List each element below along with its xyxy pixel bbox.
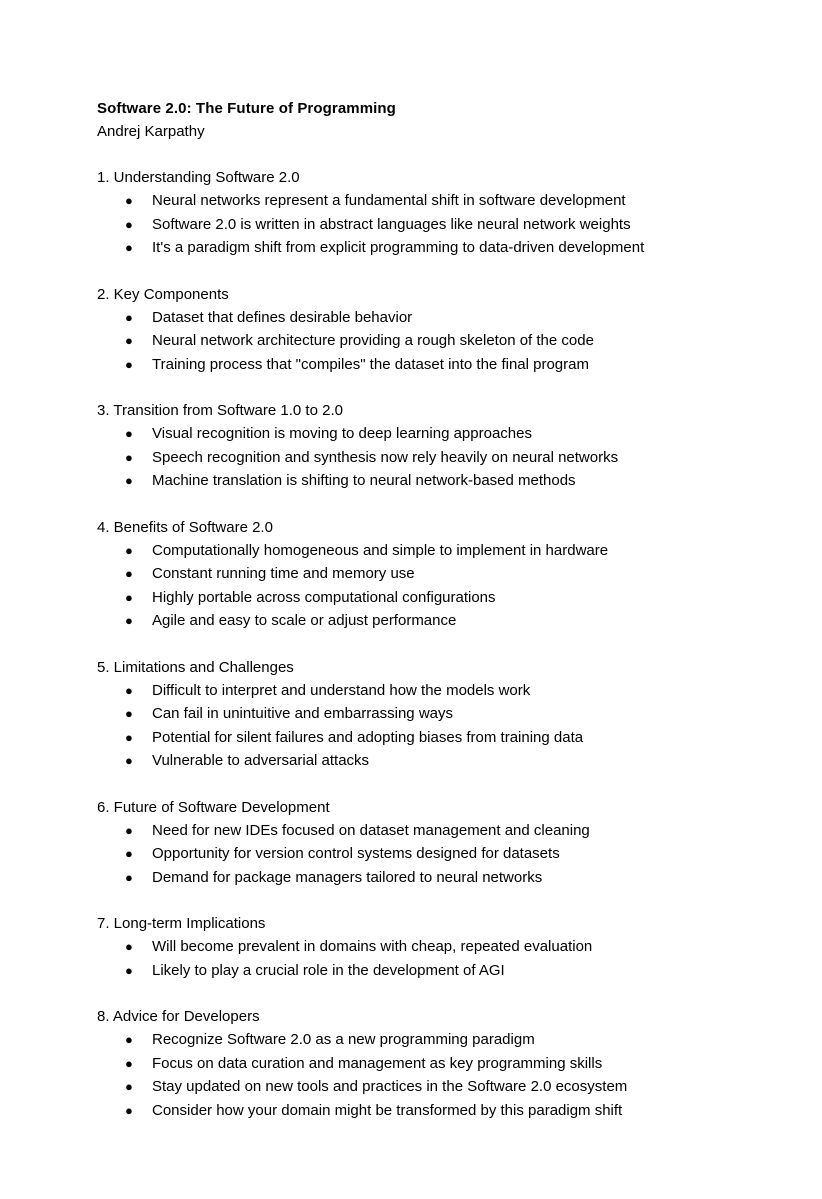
- bullet-point-icon: ●: [125, 729, 133, 745]
- bullet-point-icon: ●: [125, 613, 133, 628]
- list-item: [97, 586, 762, 610]
- list-item-label: Training process that "compiles" the dataset into the final program: [152, 355, 589, 373]
- page-title: Software 2.0: The Future of Programming: [97, 100, 396, 117]
- bullet-point-icon: ●: [125, 1055, 133, 1071]
- list-item: [97, 959, 762, 983]
- bullet-point-icon: ●: [125, 822, 133, 838]
- bullet-point-icon: ●: [125, 426, 133, 441]
- list-item: [97, 679, 762, 703]
- list-item-label: Dataset that defines desirable behavior: [152, 308, 413, 326]
- section-heading: 4. Benefits of Software 2.0: [97, 518, 273, 536]
- list-item-label: Difficult to interpret and understand how the models work: [152, 681, 531, 699]
- bullet-point-icon: ●: [125, 333, 133, 348]
- bullet-list: [97, 679, 762, 773]
- document-section: [97, 283, 762, 377]
- bullet-point-icon: ●: [125, 1079, 133, 1094]
- list-item-label: Agile and easy to scale or adjust performance: [152, 612, 457, 629]
- bullet-point-icon: ●: [125, 309, 133, 325]
- section-heading: 7. Long-term Implications: [97, 915, 266, 932]
- list-item-label: Will become prevalent in domains with cheap, repeated evaluation: [152, 938, 593, 955]
- bullet-point-icon: ●: [125, 1102, 133, 1118]
- list-item: [97, 306, 762, 330]
- list-item-label: Potential for silent failures and adopting biases from training data: [152, 728, 584, 746]
- list-item: [97, 539, 762, 563]
- list-item-label: Consider how your domain might be transformed by this paradigm shift: [152, 1101, 623, 1119]
- bullet-point-icon: ●: [125, 542, 133, 558]
- list-item-label: Stay updated on new tools and practices in the Software 2.0 ecosystem: [152, 1078, 628, 1095]
- list-item: [97, 1052, 762, 1076]
- bullet-list: [97, 306, 762, 377]
- list-item-label: Focus on data curation and management as key programming skills: [152, 1054, 603, 1072]
- section-heading: 3. Transition from Software 1.0 to 2.0: [97, 402, 343, 419]
- list-item-label: Opportunity for version control systems designed for datasets: [152, 845, 560, 862]
- list-item: [97, 353, 762, 377]
- bullet-point-icon: ●: [125, 473, 133, 488]
- list-item: [97, 1028, 762, 1052]
- document-author: Andrej Karpathy: [97, 123, 205, 140]
- list-item: [97, 726, 762, 750]
- list-item-label: Constant running time and memory use: [152, 565, 415, 582]
- list-item-label: Can fail in unintuitive and embarrassing ways: [152, 705, 453, 722]
- list-item: [97, 1099, 762, 1123]
- bullet-point-icon: ●: [125, 869, 133, 885]
- document-section: [97, 516, 762, 633]
- bullet-list: [97, 189, 762, 260]
- list-item-label: Demand for package managers tailored to neural networks: [152, 868, 543, 886]
- list-item: [97, 935, 762, 959]
- document-section: [97, 399, 762, 493]
- list-item-label: Visual recognition is moving to deep learning approaches: [152, 425, 532, 442]
- bullet-point-icon: ●: [125, 449, 133, 465]
- document-section: [97, 796, 762, 890]
- list-item-label: Speech recognition and synthesis now rely heavily on neural networks: [152, 448, 619, 466]
- bullet-point-icon: ●: [125, 566, 133, 581]
- list-item: [97, 236, 762, 260]
- list-item-label: Machine translation is shifting to neural network-based methods: [152, 472, 576, 489]
- list-item-label: Vulnerable to adversarial attacks: [152, 752, 370, 769]
- bullet-point-icon: ●: [125, 962, 133, 978]
- list-item: [97, 819, 762, 843]
- list-item: [97, 702, 762, 726]
- list-item-label: It's a paradigm shift from explicit programming to data-driven development: [152, 239, 645, 256]
- bullet-point-icon: ●: [125, 706, 133, 721]
- bullet-list: [97, 935, 762, 982]
- bullet-point-icon: ●: [125, 216, 133, 232]
- list-item-label: Highly portable across computational configurations: [152, 588, 496, 606]
- list-item: [97, 866, 762, 890]
- list-item: [97, 609, 762, 633]
- section-heading: 6. Future of Software Development: [97, 798, 330, 816]
- bullet-point-icon: ●: [125, 1032, 133, 1047]
- list-item: [97, 446, 762, 470]
- list-item: [97, 422, 762, 446]
- section-heading: 1. Understanding Software 2.0: [97, 169, 300, 186]
- list-item: [97, 842, 762, 866]
- bullet-list: [97, 819, 762, 890]
- list-item: [97, 469, 762, 493]
- bullet-point-icon: ●: [125, 939, 133, 954]
- bullet-list: [97, 539, 762, 633]
- bullet-point-icon: ●: [125, 589, 133, 605]
- list-item-label: Need for new IDEs focused on dataset management and cleaning: [152, 821, 590, 839]
- bullet-point-icon: ●: [125, 753, 133, 768]
- document-section: [97, 166, 762, 260]
- list-item-label: Recognize Software 2.0 as a new programming paradigm: [152, 1031, 535, 1048]
- list-item-label: Neural network architecture providing a rough skeleton of the code: [152, 332, 594, 349]
- document-section: [97, 912, 762, 982]
- section-heading: 5. Limitations and Challenges: [97, 658, 294, 676]
- bullet-point-icon: ●: [125, 846, 133, 861]
- list-item-label: Likely to play a crucial role in the development of AGI: [152, 961, 505, 979]
- section-list: [97, 166, 762, 1122]
- bullet-list: [97, 422, 762, 493]
- list-item: [97, 749, 762, 773]
- list-item: [97, 189, 762, 213]
- list-item: [97, 329, 762, 353]
- list-item: [97, 1075, 762, 1099]
- bullet-point-icon: ●: [125, 682, 133, 698]
- list-item-label: Computationally homogeneous and simple to implement in hardware: [152, 541, 609, 559]
- list-item-label: Software 2.0 is written in abstract languages like neural network weights: [152, 215, 631, 233]
- bullet-list: [97, 1028, 762, 1122]
- section-heading: 2. Key Components: [97, 285, 229, 303]
- document-section: [97, 1005, 762, 1122]
- list-item: [97, 562, 762, 586]
- list-item-label: Neural networks represent a fundamental shift in software development: [152, 192, 626, 209]
- bullet-point-icon: ●: [125, 356, 133, 372]
- list-item: [97, 213, 762, 237]
- section-heading: 8. Advice for Developers: [97, 1008, 260, 1025]
- bullet-point-icon: ●: [125, 193, 133, 208]
- bullet-point-icon: ●: [125, 240, 133, 255]
- document-section: [97, 656, 762, 773]
